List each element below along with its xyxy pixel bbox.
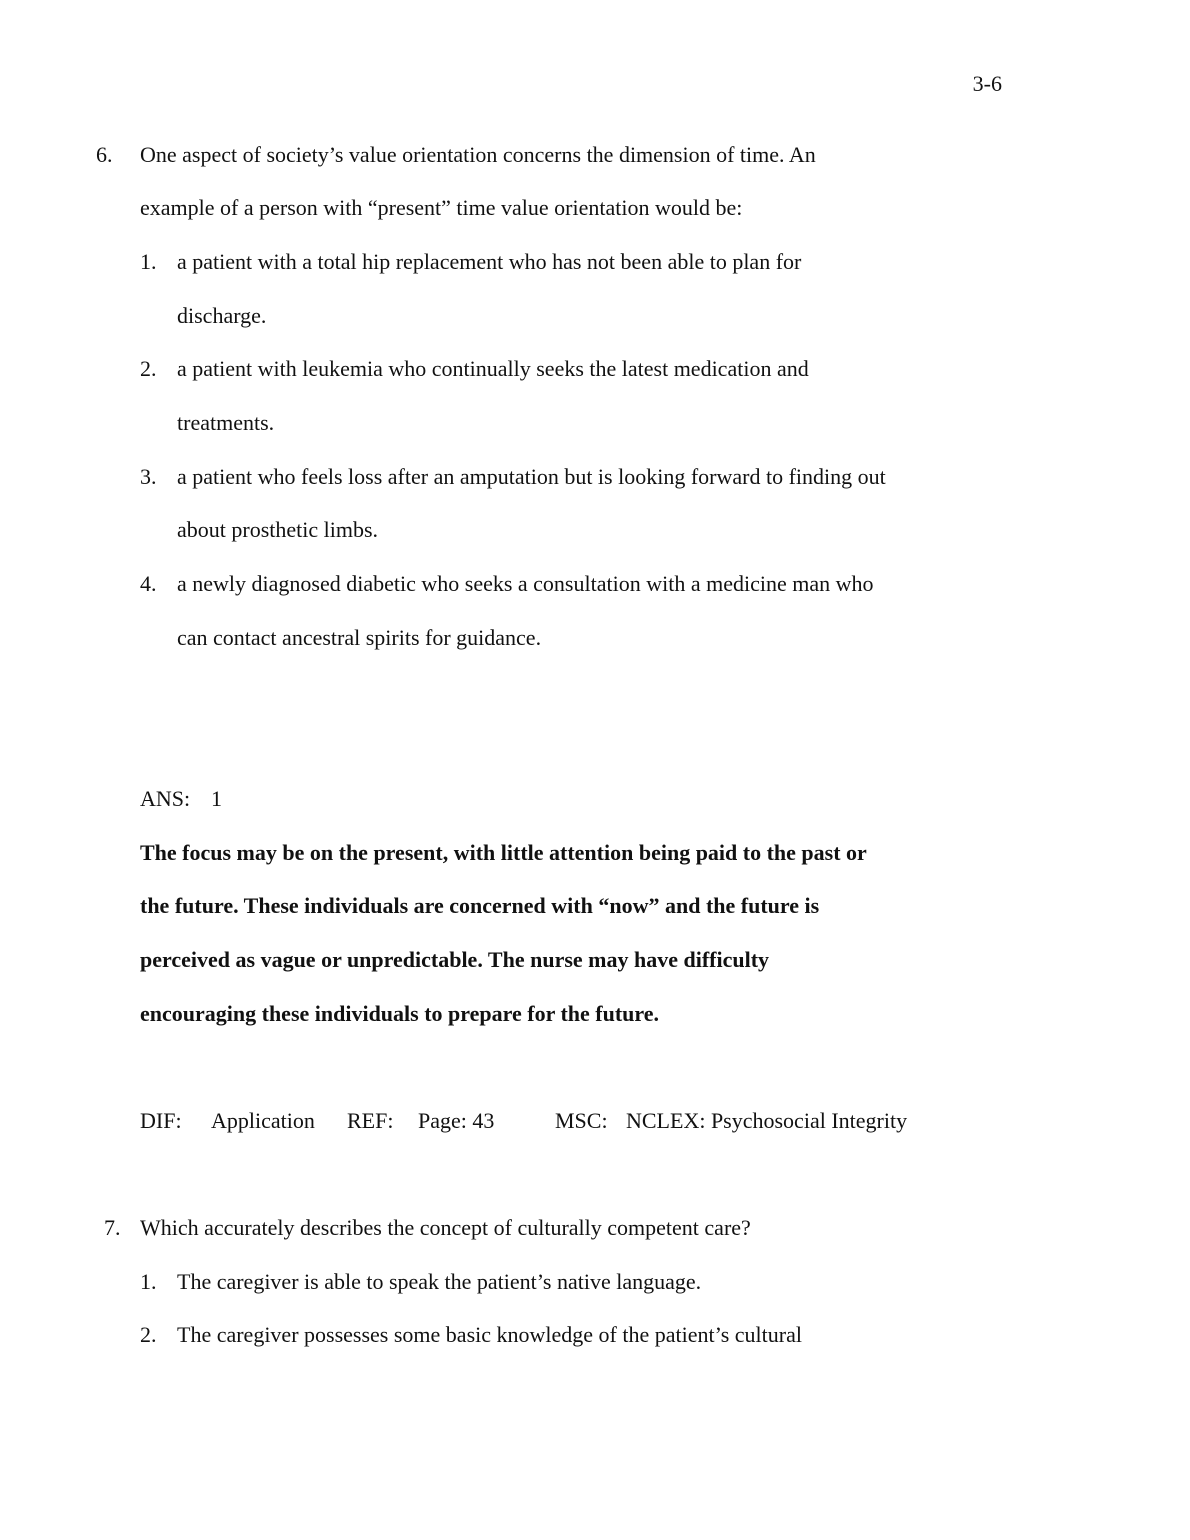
question-stem-line: example of a person with “present” time value orientation would be: [140,195,743,220]
rationale-line: perceived as vague or unpredictable. The nurse may have difficulty [140,947,770,972]
msc-label: MSC: [555,1108,608,1133]
option-text-line: a patient with a total hip replacement who has not been able to plan for [177,249,802,274]
option-text-line: The caregiver possesses some basic knowledge of the patient’s cultural [177,1322,802,1347]
option-text-line: a patient who feels loss after an amputation but is looking forward to finding out [177,464,886,489]
answer-value: 1 [211,786,222,811]
question-number: 6. [96,142,113,167]
option-number: 4. [140,571,157,596]
option-number: 1. [140,249,157,274]
option-number: 2. [140,356,157,381]
option-text-line: treatments. [177,410,275,435]
question-stem-line: Which accurately describes the concept of culturally competent care? [140,1215,751,1240]
question-stem-line: One aspect of society’s value orientation concerns the dimension of time. An [140,142,816,167]
msc-value: NCLEX: Psychosocial Integrity [626,1108,908,1133]
option-number: 2. [140,1322,157,1347]
ref-value: Page: 43 [418,1108,495,1133]
option-text-line: a newly diagnosed diabetic who seeks a consultation with a medicine man who [177,571,874,596]
dif-value: Application [211,1108,315,1133]
option-text-line: about prosthetic limbs. [177,517,379,542]
question-number: 7. [104,1215,121,1240]
rationale-line: the future. These individuals are concerned with “now” and the future is [140,893,820,918]
rationale-line: encouraging these individuals to prepare for the future. [140,1001,660,1026]
option-text-line: can contact ancestral spirits for guidance. [177,625,542,650]
page-number: 3-6 [972,71,1002,96]
option-text-line: discharge. [177,303,267,328]
answer-label: ANS: [140,786,191,811]
dif-label: DIF: [140,1108,182,1133]
rationale-line: The focus may be on the present, with little attention being paid to the past or [140,840,867,865]
option-text-line: a patient with leukemia who continually seeks the latest medication and [177,356,809,381]
option-number: 3. [140,464,157,489]
option-number: 1. [140,1269,157,1294]
option-text-line: The caregiver is able to speak the patient’s native language. [177,1269,702,1294]
ref-label: REF: [347,1108,394,1133]
